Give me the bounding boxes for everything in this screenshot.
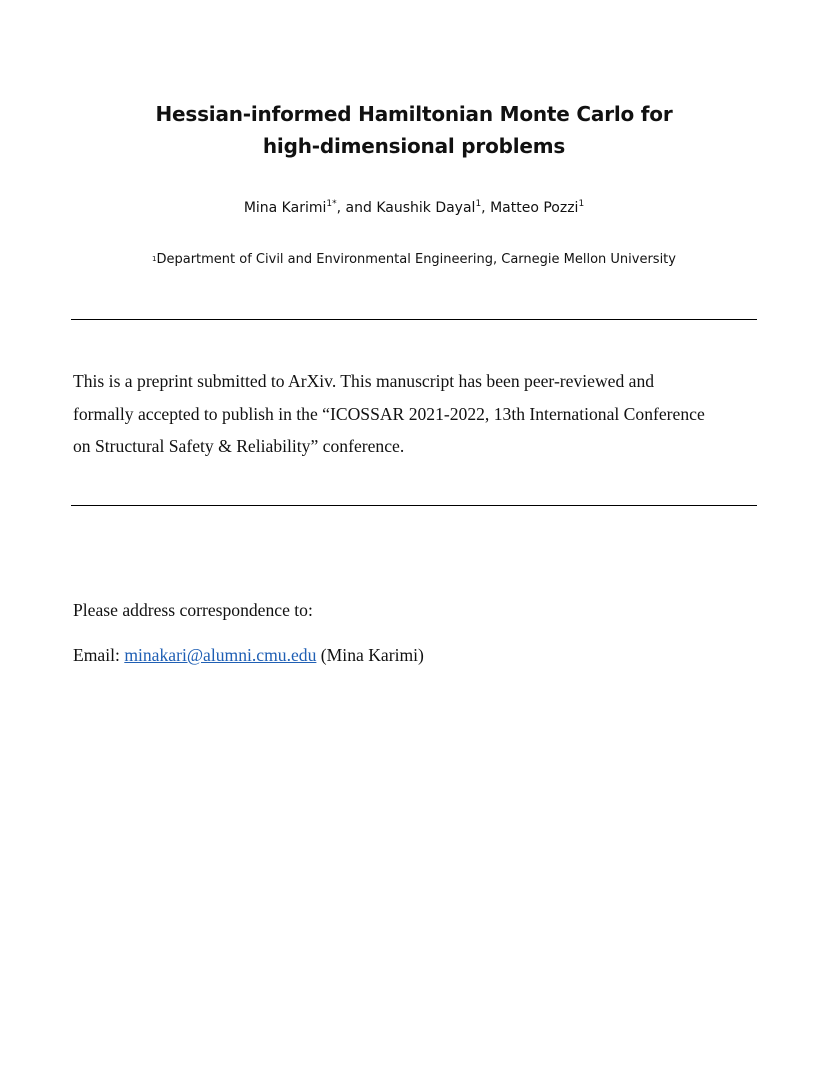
email-owner: (Mina Karimi) [316, 645, 424, 665]
email-line [73, 643, 424, 667]
correspondence-label: Please address correspondence to: [73, 600, 313, 620]
affiliation [0, 250, 828, 270]
title-line-2: high-dimensional problems [262, 134, 566, 158]
author-affiliation-marker: 1* [326, 199, 337, 209]
author-name: Mina Karimi [243, 200, 327, 216]
notice-line-3: on Structural Safety & Reliability” conference. [73, 436, 405, 456]
author-list [0, 198, 828, 218]
author-separator: , and [336, 200, 377, 216]
bottom-divider [71, 505, 757, 506]
title-line-1: Hessian-informed Hamiltonian Monte Carlo for [155, 102, 673, 126]
affiliation-marker: 1 [152, 255, 157, 263]
author-affiliation-marker: 1 [475, 199, 482, 209]
author-affiliation-marker: 1 [578, 199, 585, 209]
email-link[interactable]: minakari@alumni.cmu.edu [124, 645, 317, 665]
paper-title [0, 98, 828, 162]
email-label: Email: [73, 645, 125, 665]
author-name: Matteo Pozzi [490, 200, 579, 216]
top-divider [71, 319, 757, 320]
author-name: Kaushik Dayal [376, 200, 476, 216]
preprint-notice [73, 365, 773, 463]
notice-line-1: This is a preprint submitted to ArXiv. This manuscript has been peer-reviewed and [73, 371, 655, 391]
affiliation-text: Department of Civil and Environmental Engineering, Carnegie Mellon University [156, 252, 676, 267]
author-separator: , [481, 200, 491, 216]
notice-line-2: formally accepted to publish in the “ICOSSAR 2021-2022, 13th International Conference [73, 403, 705, 424]
